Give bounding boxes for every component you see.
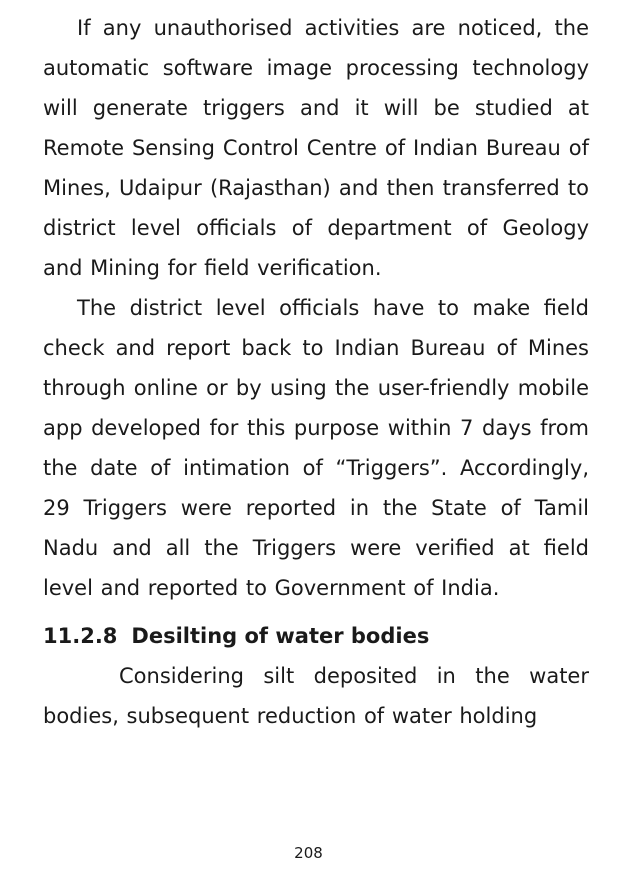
paragraph-desilting: Considering silt deposited in the water bodies, subsequent reduction of water holding	[43, 664, 589, 728]
section-title: Desilting of water bodies	[131, 624, 430, 648]
section-heading	[43, 616, 589, 656]
section-number: 11.2.8	[43, 624, 118, 648]
document-page	[43, 8, 589, 736]
page-number: 208	[294, 844, 323, 862]
paragraph-triggers-generation: If any unauthorised activities are noticed, the automatic software image processing technology will generate triggers and it will be studied at Remote Sensing Control Centre of Indian Bureau of Mines, Udaipur (Rajasthan) and then transferred to district level officials of department of Geology and Mining for field verification.	[43, 16, 589, 280]
paragraph-field-verification: The district level officials have to make field check and report back to Indian Bureau of Mines through online or by using the user-friendly mobile app developed for this purpose within 7 days from the date of intimation of “Triggers”. Accordingly, 29 Triggers were reported in the State of Tamil Nadu and all the Triggers were verified at field level and reported to Government of India.	[43, 296, 589, 600]
